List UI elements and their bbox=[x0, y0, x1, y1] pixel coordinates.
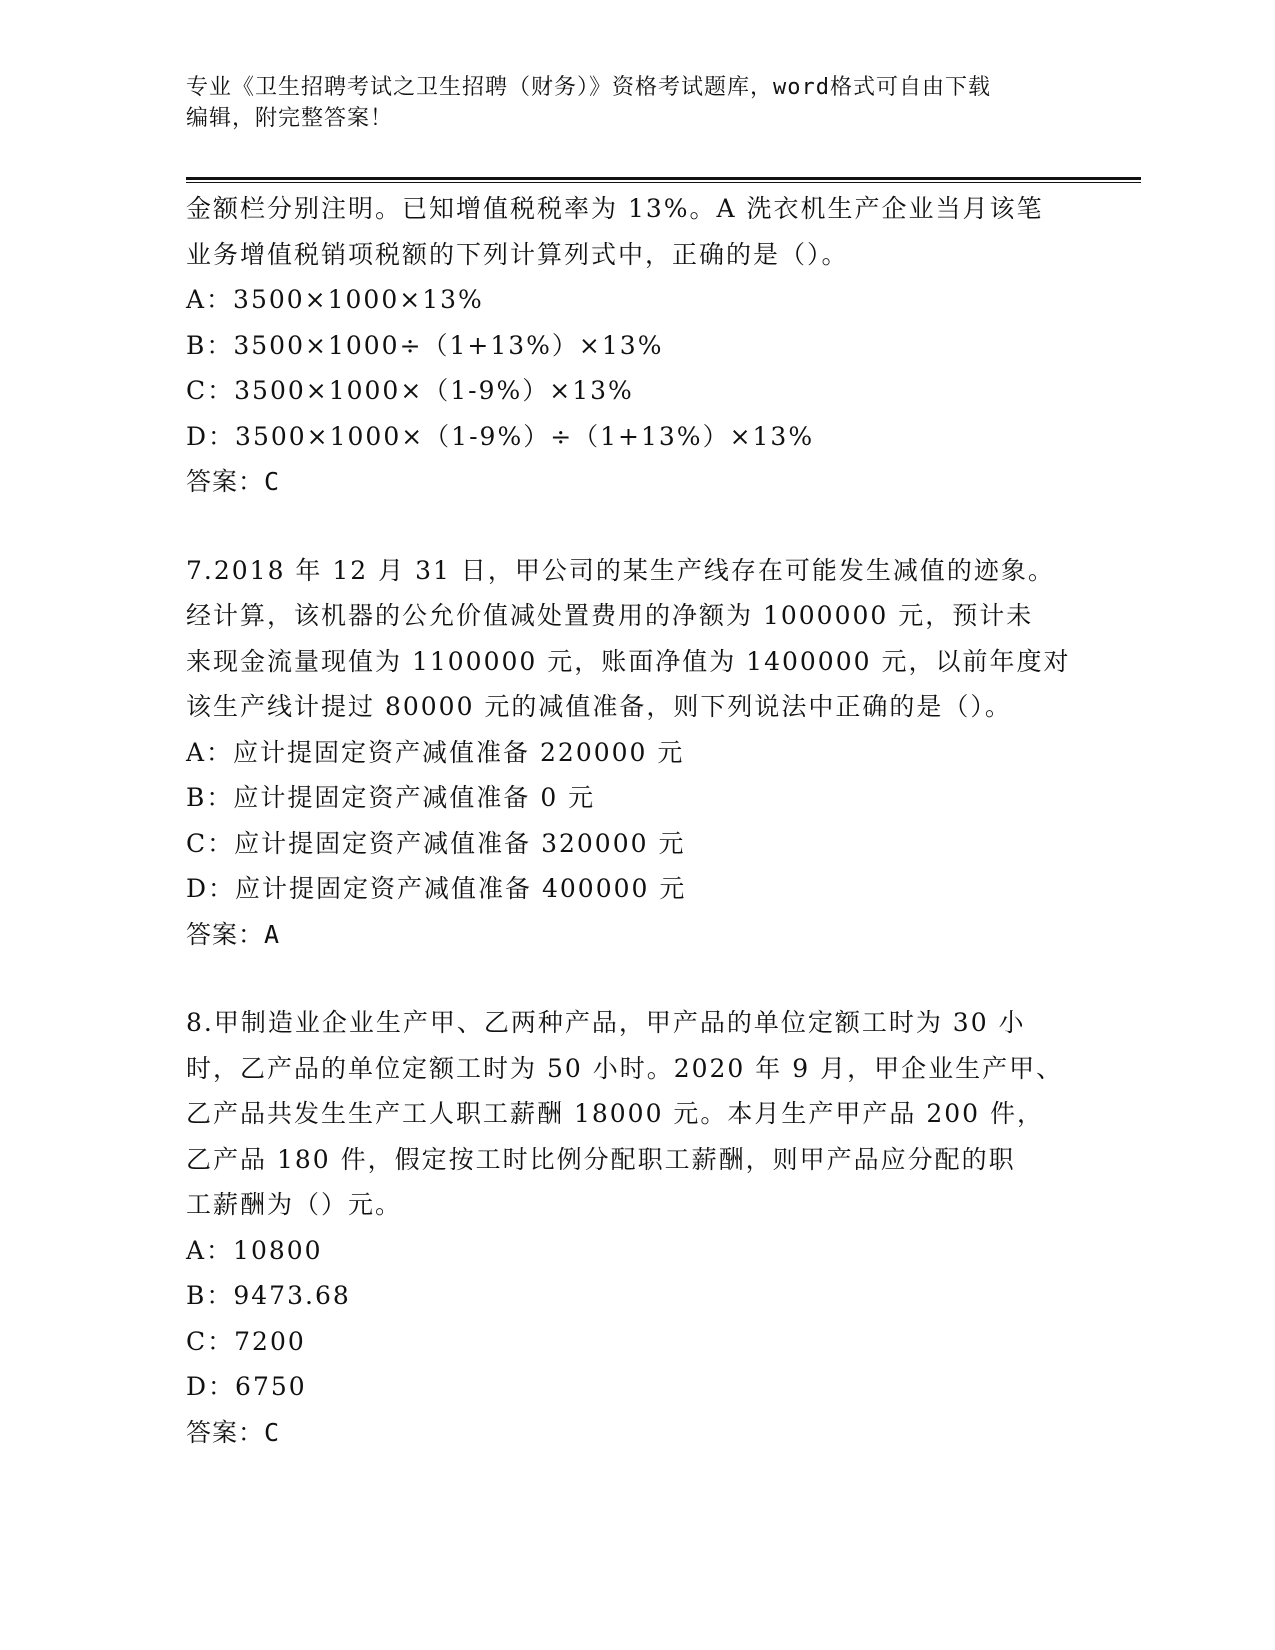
question-text: 该生产线计提过 80000 元的减值准备，则下列说法中正确的是（）。 bbox=[186, 692, 1012, 721]
header-divider bbox=[186, 177, 1141, 180]
option-c: C：应计提固定资产减值准备 320000 元 bbox=[186, 828, 686, 858]
question-text: 工薪酬为（）元。 bbox=[186, 1190, 403, 1219]
answer-line: 答案：A bbox=[186, 919, 281, 949]
option-d: D：3500×1000×（1-9%）÷（1+13%）×13% bbox=[186, 421, 815, 451]
option-c: C：7200 bbox=[186, 1326, 306, 1356]
option-c: C：3500×1000×（1-9%）×13% bbox=[186, 376, 634, 405]
question-text: 金额栏分别注明。已知增值税税率为 13%。A 洗衣机生产企业当月该笔 bbox=[186, 194, 1044, 223]
answer-line: 答案：C bbox=[186, 467, 281, 496]
question-block bbox=[186, 1000, 1066, 1455]
question-block bbox=[186, 186, 1066, 505]
header-line: 编辑，附完整答案！ bbox=[186, 106, 394, 131]
question-text: 8.甲制造业企业生产甲、乙两种产品，甲产品的单位定额工时为 30 小 bbox=[186, 1008, 1026, 1037]
option-a: A：10800 bbox=[186, 1235, 323, 1265]
header-line: 专业《卫生招聘考试之卫生招聘（财务）》资格考试题库，word格式可自由下载 bbox=[186, 75, 991, 100]
question-spacer bbox=[186, 505, 1066, 548]
option-a: A：应计提固定资产减值准备 220000 元 bbox=[186, 737, 685, 767]
question-block bbox=[186, 548, 1071, 958]
option-d: D：应计提固定资产减值准备 400000 元 bbox=[186, 874, 687, 903]
option-b: B：9473.68 bbox=[186, 1281, 351, 1310]
question-text: 乙产品 180 件，假定按工时比例分配职工薪酬，则甲产品应分配的职 bbox=[186, 1144, 1016, 1174]
header-divider-thin bbox=[186, 182, 1141, 183]
document-header bbox=[186, 72, 1086, 134]
option-b: B：3500×1000÷（1+13%）×13% bbox=[186, 330, 664, 360]
option-a: A：3500×1000×13% bbox=[186, 285, 484, 314]
question-text: 时，乙产品的单位定额工时为 50 小时。2020 年 9 月，甲企业生产甲、 bbox=[186, 1053, 1064, 1083]
question-text: 业务增值税销项税额的下列计算列式中，正确的是（）。 bbox=[186, 239, 849, 269]
answer-line: 答案：C bbox=[186, 1417, 281, 1447]
question-list bbox=[186, 186, 1071, 1455]
question-text: 经计算，该机器的公允价值减处置费用的净额为 1000000 元，预计未 bbox=[186, 601, 1034, 630]
option-d: D：6750 bbox=[186, 1372, 307, 1401]
question-spacer bbox=[186, 957, 1066, 1000]
question-text: 7.2018 年 12 月 31 日，甲公司的某生产线存在可能发生减值的迹象。 bbox=[186, 555, 1055, 585]
option-b: B：应计提固定资产减值准备 0 元 bbox=[186, 783, 596, 812]
question-text: 乙产品共发生生产工人职工薪酬 18000 元。本月生产甲产品 200 件， bbox=[186, 1099, 1045, 1128]
question-text: 来现金流量现值为 1100000 元，账面净值为 1400000 元，以前年度对 bbox=[186, 646, 1071, 676]
